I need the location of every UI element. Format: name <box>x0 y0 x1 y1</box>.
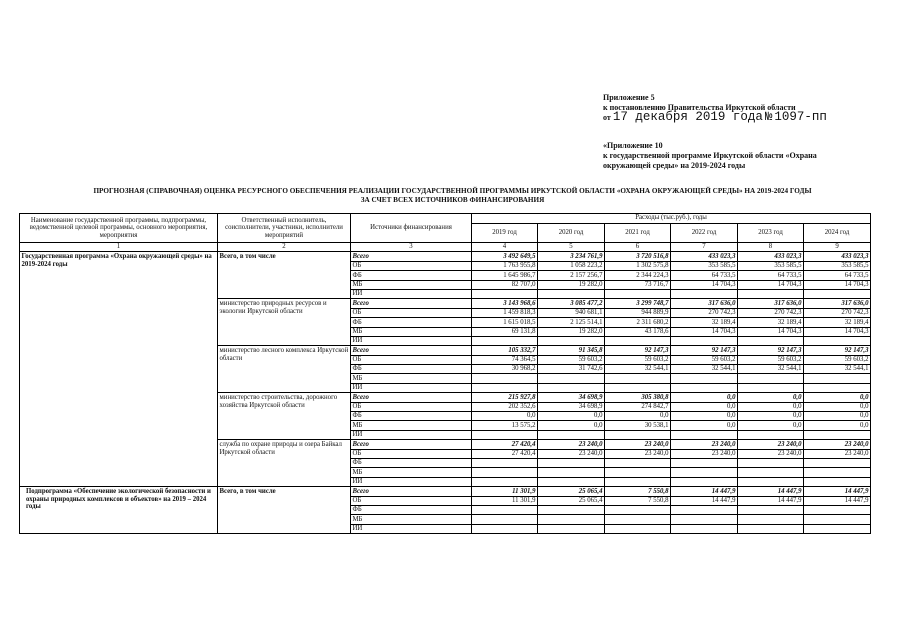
year-header: 2023 год <box>738 223 804 242</box>
amount-cell: 69 131,8 <box>472 327 538 336</box>
title-line1: ПРОГНОЗНАЯ (СПРАВОЧНАЯ) ОЦЕНКА РЕСУРСНОГО ОБЕСПЕЧЕНИЯ РЕАЛИЗАЦИИ ГОСУДАРСТВЕННОЙ ПРОГРАММЫ ИРКУТСКОЙ ОБЛАСТИ «ОХРАНА ОКРУЖАЮЩЕЙ СРЕДЫ» НА 2019-2024 ГОДЫ <box>93 187 812 195</box>
source-cell: Всего <box>351 346 472 355</box>
col-number: 2 <box>218 243 351 252</box>
amount-cell <box>738 458 804 467</box>
source-cell: ОБ <box>351 355 472 364</box>
amount-cell <box>738 374 804 383</box>
col-number: 9 <box>804 243 871 252</box>
amount-cell <box>671 289 738 298</box>
executor-cell: Всего, в том числе <box>218 252 351 299</box>
source-cell: ФБ <box>351 505 472 514</box>
source-cell: ИИ <box>351 524 472 533</box>
amount-cell <box>472 515 538 524</box>
amount-cell <box>738 477 804 486</box>
col-number: 3 <box>351 243 472 252</box>
source-cell: МБ <box>351 280 472 289</box>
amount-cell <box>472 524 538 533</box>
amount-cell: 23 240,0 <box>804 449 871 458</box>
amount-cell <box>738 430 804 439</box>
source-cell: ФБ <box>351 458 472 467</box>
amount-cell: 32 189,4 <box>738 318 804 327</box>
source-cell: ОБ <box>351 261 472 270</box>
amount-cell: 7 550,8 <box>605 496 671 505</box>
amount-cell <box>538 468 605 477</box>
source-cell: ФБ <box>351 412 472 421</box>
amount-cell: 2 125 514,1 <box>538 318 605 327</box>
amount-cell: 14 447,9 <box>804 496 871 505</box>
amount-cell <box>738 383 804 392</box>
amount-cell: 64 733,5 <box>804 271 871 280</box>
amount-cell: 14 704,3 <box>738 327 804 336</box>
amount-cell <box>472 430 538 439</box>
amount-cell: 2 311 680,2 <box>605 318 671 327</box>
amount-cell: 270 742,3 <box>671 308 738 317</box>
amount-cell <box>538 477 605 486</box>
amount-cell: 0,0 <box>671 421 738 430</box>
amount-cell <box>538 505 605 514</box>
source-cell: Всего <box>351 252 472 261</box>
executor-cell: служба по охране природы и озера Байкал Иркутской области <box>218 440 351 487</box>
amount-cell <box>671 515 738 524</box>
amount-cell: 3 143 968,6 <box>472 299 538 308</box>
col-number: 1 <box>20 243 218 252</box>
amount-cell <box>605 336 671 345</box>
col-number: 6 <box>605 243 671 252</box>
amount-cell: 11 301,9 <box>472 487 538 496</box>
amount-cell <box>804 468 871 477</box>
executor-cell: министерство лесного комплекса Иркутской области <box>218 346 351 393</box>
amount-cell: 215 927,8 <box>472 393 538 402</box>
amount-cell <box>472 477 538 486</box>
source-cell: Всего <box>351 299 472 308</box>
amount-cell: 25 065,4 <box>538 496 605 505</box>
amount-cell <box>472 336 538 345</box>
amount-cell <box>605 477 671 486</box>
year-header: 2020 год <box>538 223 605 242</box>
amount-cell <box>538 374 605 383</box>
amount-cell: 0,0 <box>671 393 738 402</box>
amount-cell: 32 544,1 <box>605 365 671 374</box>
amount-cell: 3 299 748,7 <box>605 299 671 308</box>
amount-cell: 23 240,0 <box>605 449 671 458</box>
amount-cell <box>671 468 738 477</box>
amount-cell <box>671 374 738 383</box>
decree-label: к постановлению Правительства Иркутской области <box>603 103 796 112</box>
table-row <box>20 487 871 496</box>
source-cell: ОБ <box>351 308 472 317</box>
amount-cell: 202 352,6 <box>472 402 538 411</box>
appendix-label: Приложение 5 <box>603 93 655 102</box>
amount-cell <box>738 289 804 298</box>
source-cell: МБ <box>351 515 472 524</box>
decree-date: 17 декабря 2019 года <box>612 110 763 124</box>
amount-cell: 92 147,3 <box>804 346 871 355</box>
amount-cell <box>538 336 605 345</box>
amount-cell: 0,0 <box>804 402 871 411</box>
source-cell: МБ <box>351 327 472 336</box>
amount-cell: 23 240,0 <box>738 440 804 449</box>
amount-cell: 13 575,2 <box>472 421 538 430</box>
amount-cell <box>738 336 804 345</box>
amount-cell <box>472 458 538 467</box>
source-cell: МБ <box>351 468 472 477</box>
amount-cell: 14 447,9 <box>738 496 804 505</box>
amount-cell: 23 240,0 <box>738 449 804 458</box>
amount-cell: 92 147,3 <box>671 346 738 355</box>
amount-cell: 1 645 986,7 <box>472 271 538 280</box>
amount-cell: 59 603,2 <box>738 355 804 364</box>
amount-cell: 27 420,4 <box>472 449 538 458</box>
amount-cell: 0,0 <box>804 412 871 421</box>
amount-cell: 14 704,3 <box>804 280 871 289</box>
source-cell: Всего <box>351 393 472 402</box>
program-name-cell: Подпрограмма «Обеспечение экологической безопасности и охраны природных комплексов и объектов» на 2019 – 2024 годы <box>20 487 218 534</box>
amount-cell: 1 763 955,8 <box>472 261 538 270</box>
program-line2: окружающей среды» на 2019-2024 годы <box>603 161 746 170</box>
amount-cell <box>605 374 671 383</box>
amount-cell: 317 636,0 <box>804 299 871 308</box>
amount-cell: 270 742,3 <box>738 308 804 317</box>
amount-cell: 3 234 761,9 <box>538 252 605 261</box>
executor-cell: министерство строительства, дорожного хозяйства Иркутской области <box>218 393 351 440</box>
amount-cell: 32 544,1 <box>804 365 871 374</box>
amount-cell <box>538 458 605 467</box>
amount-cell: 3 720 516,8 <box>605 252 671 261</box>
amount-cell: 14 704,3 <box>804 327 871 336</box>
document-title <box>20 187 885 205</box>
year-header: 2022 год <box>671 223 738 242</box>
amount-cell: 0,0 <box>538 421 605 430</box>
col-number: 5 <box>538 243 605 252</box>
amount-cell: 30 968,2 <box>472 365 538 374</box>
amount-cell: 43 178,6 <box>605 327 671 336</box>
amount-cell: 91 345,8 <box>538 346 605 355</box>
source-cell: ОБ <box>351 402 472 411</box>
amount-cell: 0,0 <box>738 393 804 402</box>
amount-cell <box>671 505 738 514</box>
amount-cell: 317 636,0 <box>738 299 804 308</box>
amount-cell <box>472 289 538 298</box>
source-cell: ФБ <box>351 318 472 327</box>
amount-cell: 32 189,4 <box>671 318 738 327</box>
year-header: 2019 год <box>472 223 538 242</box>
amount-cell: 31 742,6 <box>538 365 605 374</box>
source-cell: ФБ <box>351 365 472 374</box>
amount-cell: 7 550,8 <box>605 487 671 496</box>
source-cell: ОБ <box>351 449 472 458</box>
amount-cell: 1 302 575,8 <box>605 261 671 270</box>
amount-cell <box>804 336 871 345</box>
col-header-source: Источники финансирования <box>351 214 472 243</box>
amount-cell <box>804 374 871 383</box>
amount-cell: 940 681,1 <box>538 308 605 317</box>
amount-cell: 433 023,3 <box>804 252 871 261</box>
amount-cell: 59 603,2 <box>538 355 605 364</box>
amount-cell <box>804 430 871 439</box>
amount-cell: 82 707,0 <box>472 280 538 289</box>
amount-cell: 64 733,5 <box>738 271 804 280</box>
amount-cell: 23 240,0 <box>804 440 871 449</box>
amount-cell <box>472 505 538 514</box>
source-cell: ИИ <box>351 477 472 486</box>
amount-cell <box>804 289 871 298</box>
amount-cell: 1 459 818,3 <box>472 308 538 317</box>
amount-cell: 23 240,0 <box>671 440 738 449</box>
amount-cell <box>804 477 871 486</box>
amount-cell: 3 492 649,5 <box>472 252 538 261</box>
col-header-exec: Ответственный исполнитель, соисполнители, участники, исполнители мероприятий <box>218 214 351 243</box>
source-cell: МБ <box>351 374 472 383</box>
amount-cell: 0,0 <box>605 412 671 421</box>
financing-table <box>19 213 871 534</box>
amount-cell: 23 240,0 <box>605 440 671 449</box>
decree-date-line: от 17 декабря 2019 года № 1097-пп <box>603 110 827 124</box>
amount-cell: 32 544,1 <box>671 365 738 374</box>
amount-cell <box>738 515 804 524</box>
executor-cell: Всего, в том числе <box>218 487 351 534</box>
amount-cell: 27 420,4 <box>472 440 538 449</box>
amount-cell: 1 058 223,2 <box>538 261 605 270</box>
amount-cell: 74 364,5 <box>472 355 538 364</box>
amount-cell <box>605 524 671 533</box>
source-cell: ОБ <box>351 496 472 505</box>
source-cell: ИИ <box>351 336 472 345</box>
amount-cell: 0,0 <box>671 412 738 421</box>
amount-cell <box>605 289 671 298</box>
amount-cell: 92 147,3 <box>738 346 804 355</box>
amount-cell <box>605 505 671 514</box>
amount-cell: 14 704,3 <box>738 280 804 289</box>
amount-cell: 11 301,9 <box>472 496 538 505</box>
source-cell: ИИ <box>351 430 472 439</box>
amount-cell: 0,0 <box>538 412 605 421</box>
amount-cell: 19 282,0 <box>538 327 605 336</box>
amount-cell <box>671 477 738 486</box>
amount-cell: 353 585,5 <box>671 261 738 270</box>
amount-cell <box>738 468 804 477</box>
amount-cell <box>538 515 605 524</box>
amount-cell: 34 698,9 <box>538 402 605 411</box>
amount-cell: 353 585,5 <box>804 261 871 270</box>
source-cell: ИИ <box>351 383 472 392</box>
amount-cell: 23 240,0 <box>538 440 605 449</box>
amount-cell <box>738 524 804 533</box>
number-sign: № <box>764 110 773 124</box>
amount-cell: 59 603,2 <box>804 355 871 364</box>
source-cell: ФБ <box>351 271 472 280</box>
amount-cell: 14 447,9 <box>671 496 738 505</box>
amount-cell <box>804 458 871 467</box>
amount-cell: 32 189,4 <box>804 318 871 327</box>
col-number: 4 <box>472 243 538 252</box>
executor-cell: министерство природных ресурсов и экологии Иркутской области <box>218 299 351 346</box>
appendix2-label: «Приложение 10 <box>603 141 663 150</box>
amount-cell: 1 615 018,5 <box>472 318 538 327</box>
amount-cell: 59 603,2 <box>605 355 671 364</box>
amount-cell: 30 538,1 <box>605 421 671 430</box>
amount-cell: 305 380,8 <box>605 393 671 402</box>
amount-cell <box>538 289 605 298</box>
amount-cell: 32 544,1 <box>738 365 804 374</box>
amount-cell: 0,0 <box>804 393 871 402</box>
col-header-expenses: Расходы (тыс.руб.), годы <box>472 214 871 224</box>
amount-cell: 270 742,3 <box>804 308 871 317</box>
amount-cell: 0,0 <box>671 402 738 411</box>
amount-cell: 14 704,3 <box>671 327 738 336</box>
amount-cell: 19 282,0 <box>538 280 605 289</box>
amount-cell: 274 842,7 <box>605 402 671 411</box>
amount-cell <box>605 430 671 439</box>
amount-cell <box>804 383 871 392</box>
table-row <box>20 252 871 261</box>
amount-cell: 2 344 224,3 <box>605 271 671 280</box>
amount-cell <box>472 374 538 383</box>
year-header: 2024 год <box>804 223 871 242</box>
title-line2: ЗА СЧЕТ ВСЕХ ИСТОЧНИКОВ ФИНАНСИРОВАНИЯ <box>360 196 545 204</box>
source-cell: МБ <box>351 421 472 430</box>
amount-cell <box>671 458 738 467</box>
year-header: 2021 год <box>605 223 671 242</box>
amount-cell: 944 889,9 <box>605 308 671 317</box>
amount-cell: 25 065,4 <box>538 487 605 496</box>
amount-cell <box>605 458 671 467</box>
amount-cell: 353 585,5 <box>738 261 804 270</box>
amount-cell <box>472 383 538 392</box>
amount-cell <box>738 505 804 514</box>
amount-cell: 64 733,5 <box>671 271 738 280</box>
amount-cell: 23 240,0 <box>671 449 738 458</box>
amount-cell: 59 603,2 <box>671 355 738 364</box>
program-name-cell: Государственная программа «Охрана окружающей среды» на 2019-2024 годы <box>20 252 218 487</box>
amount-cell: 433 023,3 <box>671 252 738 261</box>
amount-cell: 14 447,9 <box>738 487 804 496</box>
col-number: 8 <box>738 243 804 252</box>
amount-cell: 0,0 <box>738 402 804 411</box>
amount-cell <box>605 383 671 392</box>
col-header-name: Наименование государственной программы, подпрограммы, ведомственной целевой программы, основного мероприятия, мероприятия <box>20 214 218 243</box>
source-cell: ИИ <box>351 289 472 298</box>
source-cell: Всего <box>351 440 472 449</box>
amount-cell: 2 157 256,7 <box>538 271 605 280</box>
amount-cell: 105 332,7 <box>472 346 538 355</box>
amount-cell: 433 023,3 <box>738 252 804 261</box>
amount-cell: 0,0 <box>738 412 804 421</box>
col-number: 7 <box>671 243 738 252</box>
amount-cell: 0,0 <box>804 421 871 430</box>
amount-cell <box>472 468 538 477</box>
decree-number: 1097-пп <box>774 110 827 124</box>
amount-cell <box>671 430 738 439</box>
amount-cell <box>671 383 738 392</box>
amount-cell: 14 447,9 <box>671 487 738 496</box>
amount-cell: 0,0 <box>472 412 538 421</box>
amount-cell: 34 698,9 <box>538 393 605 402</box>
amount-cell: 14 447,9 <box>804 487 871 496</box>
amount-cell <box>605 468 671 477</box>
amount-cell <box>538 524 605 533</box>
source-cell: Всего <box>351 487 472 496</box>
amount-cell: 3 085 477,2 <box>538 299 605 308</box>
amount-cell <box>538 383 605 392</box>
amount-cell: 92 147,3 <box>605 346 671 355</box>
amount-cell <box>605 515 671 524</box>
amount-cell <box>804 524 871 533</box>
amount-cell <box>804 505 871 514</box>
amount-cell: 23 240,0 <box>538 449 605 458</box>
amount-cell: 0,0 <box>738 421 804 430</box>
amount-cell <box>671 524 738 533</box>
amount-cell <box>538 430 605 439</box>
amount-cell <box>804 515 871 524</box>
amount-cell: 317 636,0 <box>671 299 738 308</box>
amount-cell: 14 704,3 <box>671 280 738 289</box>
amount-cell <box>671 336 738 345</box>
amount-cell: 73 716,7 <box>605 280 671 289</box>
program-line1: к государственной программе Иркутской области «Охрана <box>603 151 817 160</box>
